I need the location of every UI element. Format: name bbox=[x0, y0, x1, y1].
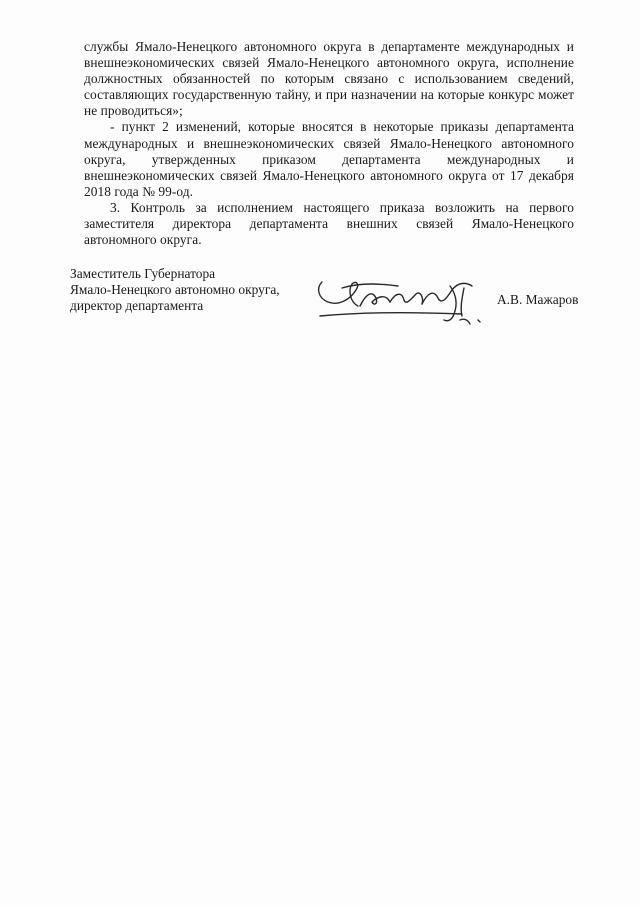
signatory-name: А.В. Мажаров bbox=[497, 292, 579, 307]
handwritten-signature bbox=[312, 276, 496, 328]
signatory-position-line2: Ямало-Ненецкого автономно округа, bbox=[70, 282, 280, 298]
paragraph-item-3: 3. Контроль за исполнением настоящего приказа возложить на первого заместителя директора департамента внешних связей Ямало-Ненецкого автономного округа. bbox=[84, 199, 574, 248]
signatory-position-line3: директор департамента bbox=[70, 298, 204, 314]
signatory-position-line1: Заместитель Губернатора bbox=[70, 266, 216, 281]
paragraph-item-2: - пункт 2 изменений, которые вносятся в некоторые приказы департамента международных и внешнеэкономических связей Ямало-Ненецкого автономного округа, утвержденных приказом департамента международных и внешнеэкономических связей Ямало-Ненецкого автономного округа от 17 декабря 2018 года № 99-од. bbox=[84, 119, 574, 199]
signatory-position bbox=[70, 266, 330, 315]
document-body bbox=[84, 39, 574, 248]
paragraph-continuation: службы Ямало-Ненецкого автономного округа в департаменте международных и внешнеэкономических связей Ямало-Ненецкого автономного округа, исполнение должностных обязанностей по которым связано с использованием сведений, составляющих государственную тайну, и при назначении на которые конкурс может не проводиться»; bbox=[84, 39, 574, 119]
